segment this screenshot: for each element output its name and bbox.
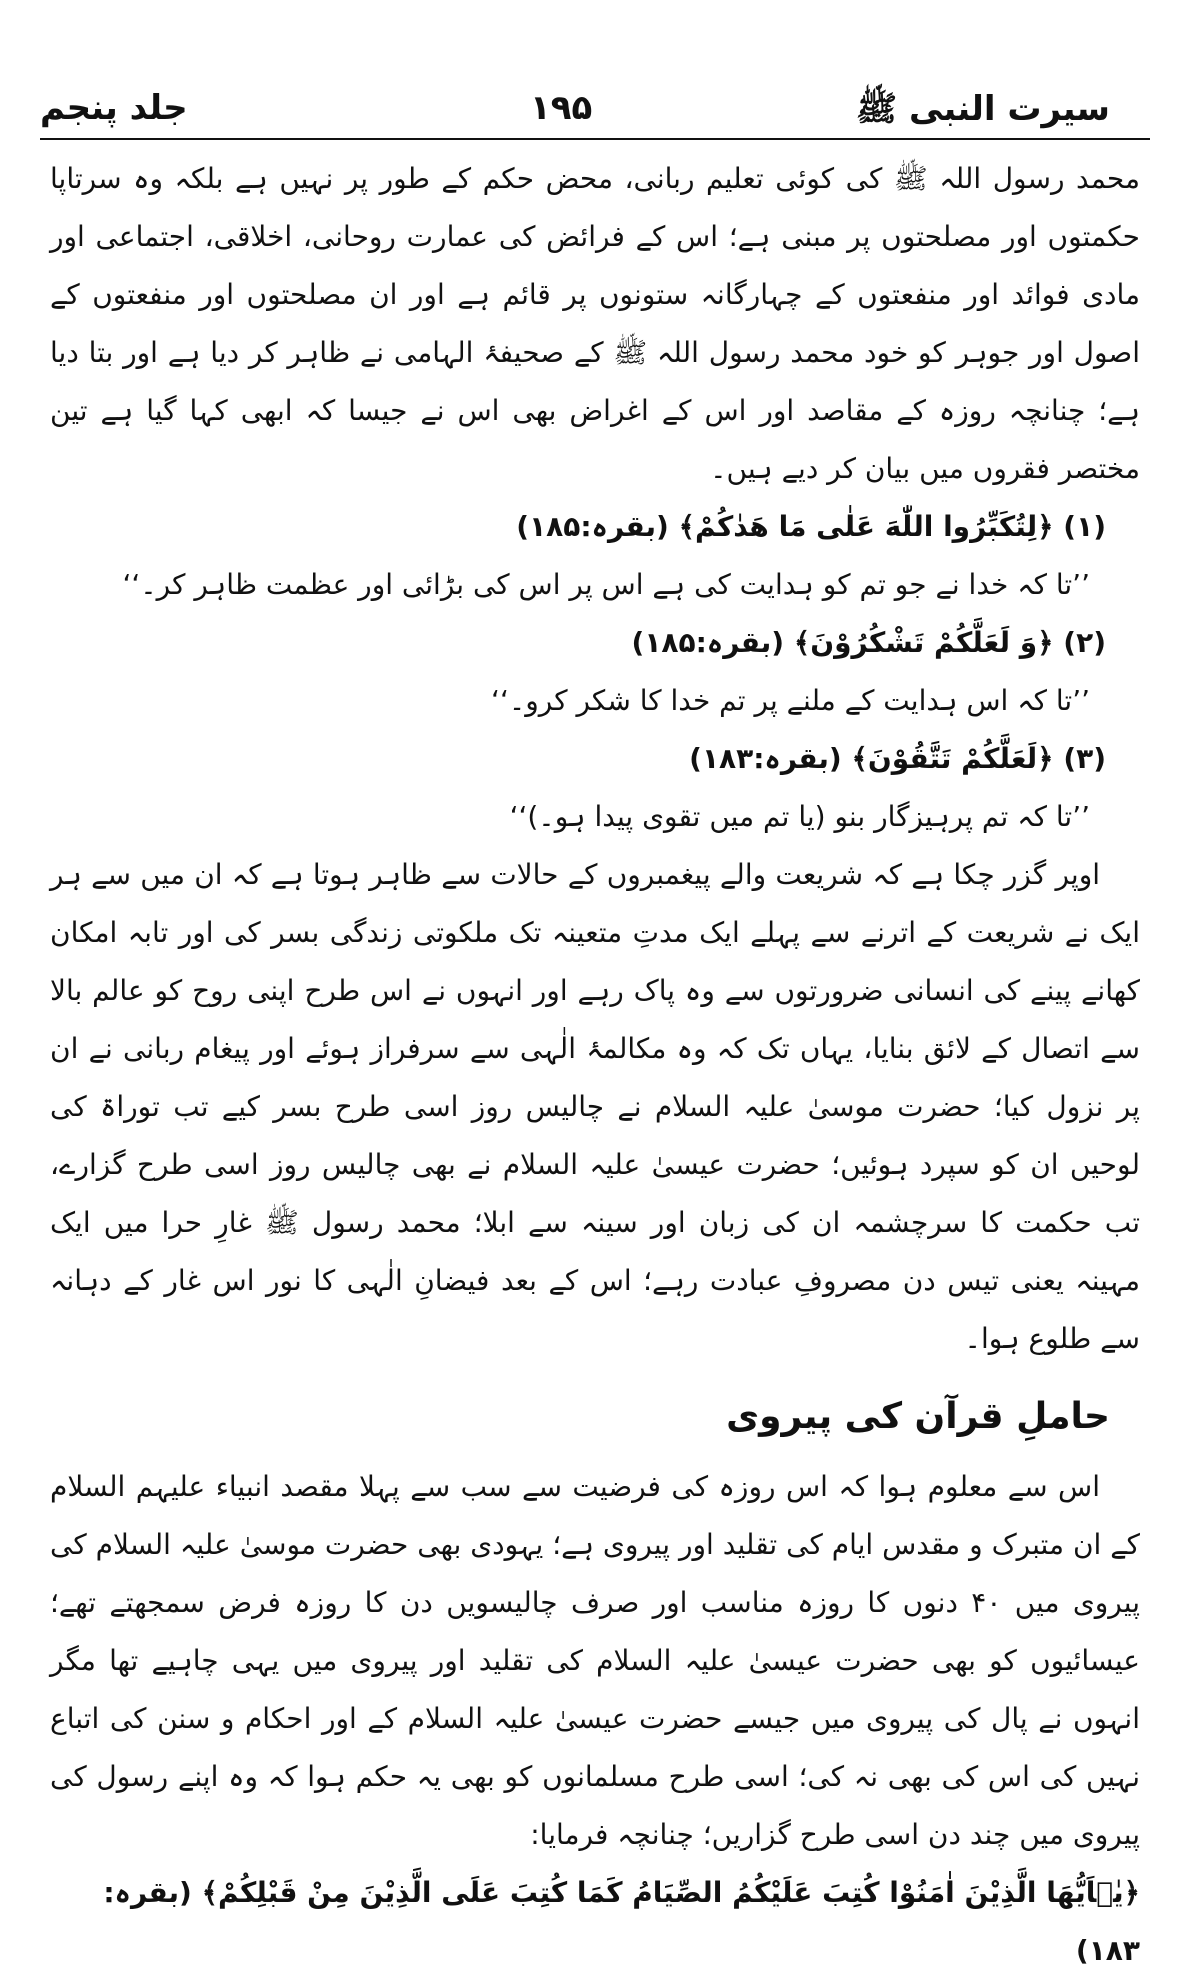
header-divider [40, 138, 1150, 140]
verse-2-translation: ’’تا کہ اس ہدایت کے ملنے پر تم خدا کا شکر کرو۔‘‘ [491, 684, 1090, 717]
section-heading: حاملِ قرآن کی پیروی [726, 1396, 1110, 1437]
final-verse: ﴿يٰۤاَيُّهَا الَّذِيْنَ اٰمَنُوْا كُتِبَ عَلَيْكُمُ الصِّيَامُ كَمَا كُتِبَ عَلَى الَّذِيْنَ مِنْ قَبْلِكُمْ﴾ (بقرہ: ۱۸۳) [103, 1876, 1140, 1967]
verse-3-translation: ’’تا کہ تم پرہیزگار بنو (یا تم میں تقوی پیدا ہو۔)‘‘ [509, 800, 1090, 833]
paragraph-1: محمد رسول اللہ ﷺ کی کوئی تعلیم ربانی، محض حکم کے طور پر نہیں ہے بلکہ وہ سرتاپا حکمتوں اور مصلحتوں پر مبنی ہے؛ اس کے فرائض کی عمارت روحانی، اخلاقی، اجتماعی اور مادی فوائد اور منفعتوں کے چہارگانہ ستونوں پر قائم ہے اور ان مصلحتوں اور منفعتوں کے اصول اور جوہر کو خود محمد رسول اللہ ﷺ کے صحیفۂ الہامی نے ظاہر کر دیا ہے اور بتا دیا ہے؛ چنانچہ روزہ کے مقاصد اور اس کے اغراض بھی اس نے جیسا کہ ابھی کہا گیا ہے تین مختصر فقروں میں بیان کر دیے ہیں۔ [50, 162, 1140, 485]
volume-label: جلد پنجم [40, 88, 188, 128]
page-body [50, 150, 1140, 1980]
paragraph-2: اوپر گزر چکا ہے کہ شریعت والے پیغمبروں کے حالات سے ظاہر ہوتا ہے کہ ان میں سے ہر ایک نے شریعت کے اترنے سے پہلے ایک مدتِ متعینہ تک ملکوتی زندگی بسر کی اور تابہ امکان کھانے پینے کی انسانی ضرورتوں سے وہ پاک رہے اور انہوں نے اس طرح اپنی روح کو عالم بالا سے اتصال کے لائق بنایا، یہاں تک کہ وہ مکالمۂ الٰہی سے سرفراز ہوئے اور پیغام ربانی نے ان پر نزول کیا؛ حضرت موسیٰ علیہ السلام نے چالیس روز اسی طرح بسر کیے تب توراۃ کی لوحیں ان کو سپرد ہوئیں؛ حضرت عیسیٰ علیہ السلام نے بھی چالیس روز اسی طرح گزارے، تب حکمت کا سرچشمہ ان کی زبان اور سینہ سے ابلا؛ محمد رسول ﷺ غارِ حرا میں ایک مہینہ یعنی تیس دن مصروفِ عبادت رہے؛ اس کے بعد فیضانِ الٰہی کا نور اس غار کے دہانہ سے طلوع ہوا۔ [50, 858, 1140, 1355]
verse-1: (۱) ﴿لِتُكَبِّرُوا اللّٰهَ عَلٰى مَا هَدٰكُمْ﴾ (بقرہ:۱۸۵) [516, 510, 1106, 543]
verse-2: (۲) ﴿وَ لَعَلَّكُمْ تَشْكُرُوْنَ﴾ (بقرہ:۱۸۵) [631, 626, 1106, 659]
page-number: ۱۹۵ [530, 88, 593, 128]
book-title: سیرت النبی ﷺ [856, 89, 1110, 129]
verse-1-translation: ’’تا کہ خدا نے جو تم کو ہدایت کی ہے اس پر اس کی بڑائی اور عظمت ظاہر کر۔‘‘ [122, 568, 1090, 601]
page-header [40, 88, 1140, 132]
paragraph-3: اس سے معلوم ہوا کہ اس روزہ کی فرضیت سے سب سے پہلا مقصد انبیاء علیہم السلام کے ان متبرک و مقدس ایام کی تقلید اور پیروی ہے؛ یہودی بھی حضرت موسیٰ علیہ السلام کی پیروی میں ۴۰ دنوں کا روزہ مناسب اور صرف چالیسویں دن کا روزہ فرض سمجھتے تھے؛ عیسائیوں کو بھی حضرت عیسیٰ علیہ السلام کی تقلید اور پیروی میں یہی چاہیے تھا مگر انہوں نے پال کی پیروی میں جیسے حضرت عیسیٰ علیہ السلام کے اور احکام و سنن کی اتباع نہیں کی اس کی بھی نہ کی؛ اسی طرح مسلمانوں کو بھی یہ حکم ہوا کہ وہ اپنے رسول کی پیروی میں چند دن اسی طرح گزاریں؛ چنانچہ فرمایا: [50, 1470, 1140, 1851]
verse-3: (۳) ﴿لَعَلَّكُمْ تَتَّقُوْنَ﴾ (بقرہ:۱۸۳) [689, 742, 1106, 775]
